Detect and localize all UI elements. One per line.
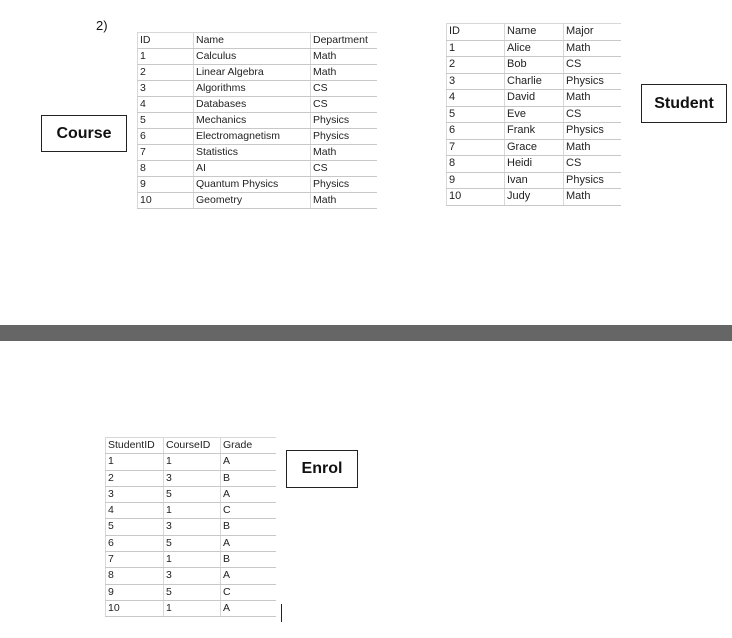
enrol-label: Enrol xyxy=(286,450,358,488)
page-divider xyxy=(0,325,732,341)
table-cell: A xyxy=(221,535,277,551)
table-cell: Calculus xyxy=(194,49,311,65)
table-cell: B xyxy=(221,519,277,535)
column-header: ID xyxy=(447,24,505,41)
table-row xyxy=(447,139,622,156)
table-cell: 5 xyxy=(106,519,164,535)
text-cursor xyxy=(281,604,282,622)
table-cell: 7 xyxy=(138,145,194,161)
table-cell: Statistics xyxy=(194,145,311,161)
table-cell: 3 xyxy=(164,519,221,535)
table-cell: 1 xyxy=(164,454,221,470)
table-row xyxy=(138,161,378,177)
table-cell: AI xyxy=(194,161,311,177)
table-cell: Physics xyxy=(564,73,622,90)
table-cell: 10 xyxy=(447,189,505,206)
table-row xyxy=(138,129,378,145)
table-cell: 8 xyxy=(138,161,194,177)
table-row xyxy=(106,454,277,470)
table-cell: Bob xyxy=(505,57,564,74)
table-row xyxy=(106,486,277,502)
table-cell: Grace xyxy=(505,139,564,156)
table-cell: 3 xyxy=(447,73,505,90)
column-header: CourseID xyxy=(164,438,221,454)
table-cell: Alice xyxy=(505,40,564,57)
table-cell: Physics xyxy=(311,177,378,193)
table-cell: Geometry xyxy=(194,193,311,209)
course-table xyxy=(137,32,377,209)
table-cell: Algorithms xyxy=(194,81,311,97)
enrol-table xyxy=(105,437,276,617)
table-cell: A xyxy=(221,600,277,616)
table-cell: Linear Algebra xyxy=(194,65,311,81)
table-cell: 1 xyxy=(106,454,164,470)
table-cell: Physics xyxy=(311,129,378,145)
column-header: Name xyxy=(194,33,311,49)
table-cell: 4 xyxy=(447,90,505,107)
table-row xyxy=(138,145,378,161)
table-row xyxy=(138,97,378,113)
course-label: Course xyxy=(41,115,127,152)
table-header-row xyxy=(138,33,378,49)
table-cell: 6 xyxy=(447,123,505,140)
table-cell: B xyxy=(221,470,277,486)
table-row xyxy=(106,552,277,568)
table-row xyxy=(447,57,622,74)
table-cell: 3 xyxy=(164,568,221,584)
table-cell: 10 xyxy=(106,600,164,616)
table-cell: Heidi xyxy=(505,156,564,173)
table-cell: Judy xyxy=(505,189,564,206)
table-cell: Frank xyxy=(505,123,564,140)
table-cell: B xyxy=(221,552,277,568)
table-header-row xyxy=(447,24,622,41)
table-cell: C xyxy=(221,503,277,519)
table-row xyxy=(138,113,378,129)
table-cell: 2 xyxy=(138,65,194,81)
table-cell: 6 xyxy=(138,129,194,145)
table-row xyxy=(138,81,378,97)
table-cell: 5 xyxy=(138,113,194,129)
table-cell: 8 xyxy=(447,156,505,173)
table-row xyxy=(447,40,622,57)
table-row xyxy=(106,519,277,535)
table-row xyxy=(447,90,622,107)
table-row xyxy=(447,156,622,173)
table-cell: Charlie xyxy=(505,73,564,90)
table-cell: 3 xyxy=(164,470,221,486)
table-cell: Mechanics xyxy=(194,113,311,129)
table-cell: 2 xyxy=(447,57,505,74)
table-cell: 7 xyxy=(106,552,164,568)
table-cell: Math xyxy=(564,139,622,156)
table-cell: Math xyxy=(564,189,622,206)
column-header: StudentID xyxy=(106,438,164,454)
table-cell: 6 xyxy=(106,535,164,551)
table-cell: Math xyxy=(311,193,378,209)
table-cell: David xyxy=(505,90,564,107)
table-cell: 1 xyxy=(164,552,221,568)
table-cell: 1 xyxy=(447,40,505,57)
table-cell: Ivan xyxy=(505,172,564,189)
table-row xyxy=(447,123,622,140)
table-cell: Math xyxy=(564,40,622,57)
table-cell: 3 xyxy=(138,81,194,97)
table-row xyxy=(447,106,622,123)
column-header: Name xyxy=(505,24,564,41)
table-cell: CS xyxy=(564,106,622,123)
table-cell: CS xyxy=(564,156,622,173)
table-cell: CS xyxy=(311,97,378,113)
table-cell: Databases xyxy=(194,97,311,113)
student-label: Student xyxy=(641,84,727,123)
table-cell: Eve xyxy=(505,106,564,123)
table-cell: 9 xyxy=(138,177,194,193)
table-cell: 10 xyxy=(138,193,194,209)
table-cell: Physics xyxy=(564,172,622,189)
table-cell: 8 xyxy=(106,568,164,584)
table-row xyxy=(138,49,378,65)
column-header: Major xyxy=(564,24,622,41)
table-row xyxy=(106,503,277,519)
table-cell: A xyxy=(221,568,277,584)
table-cell: Electromagnetism xyxy=(194,129,311,145)
table-cell: 5 xyxy=(164,584,221,600)
table-cell: A xyxy=(221,486,277,502)
column-header: Grade xyxy=(221,438,277,454)
table-cell: 5 xyxy=(164,486,221,502)
column-header: ID xyxy=(138,33,194,49)
table-cell: 9 xyxy=(447,172,505,189)
table-row xyxy=(106,470,277,486)
table-cell: 1 xyxy=(164,600,221,616)
table-cell: CS xyxy=(311,81,378,97)
table-cell: CS xyxy=(311,161,378,177)
table-row xyxy=(106,584,277,600)
table-row xyxy=(106,600,277,616)
table-cell: Physics xyxy=(564,123,622,140)
table-cell: 3 xyxy=(106,486,164,502)
table-cell: 7 xyxy=(447,139,505,156)
table-cell: 1 xyxy=(138,49,194,65)
table-cell: 4 xyxy=(138,97,194,113)
table-cell: 1 xyxy=(164,503,221,519)
table-cell: Math xyxy=(311,145,378,161)
table-cell: 5 xyxy=(447,106,505,123)
table-cell: Math xyxy=(311,49,378,65)
table-row xyxy=(447,73,622,90)
table-cell: 9 xyxy=(106,584,164,600)
table-cell: 5 xyxy=(164,535,221,551)
table-row xyxy=(106,535,277,551)
table-cell: Quantum Physics xyxy=(194,177,311,193)
column-header: Department xyxy=(311,33,378,49)
table-cell: C xyxy=(221,584,277,600)
table-cell: A xyxy=(221,454,277,470)
table-cell: 2 xyxy=(106,470,164,486)
table-row xyxy=(138,177,378,193)
table-row xyxy=(138,65,378,81)
table-row xyxy=(447,189,622,206)
table-row xyxy=(106,568,277,584)
table-cell: CS xyxy=(564,57,622,74)
table-row xyxy=(138,193,378,209)
table-header-row xyxy=(106,438,277,454)
student-table xyxy=(446,23,621,206)
table-cell: Math xyxy=(311,65,378,81)
table-cell: Math xyxy=(564,90,622,107)
table-row xyxy=(447,172,622,189)
table-cell: 4 xyxy=(106,503,164,519)
question-number: 2) xyxy=(96,18,108,33)
table-cell: Physics xyxy=(311,113,378,129)
